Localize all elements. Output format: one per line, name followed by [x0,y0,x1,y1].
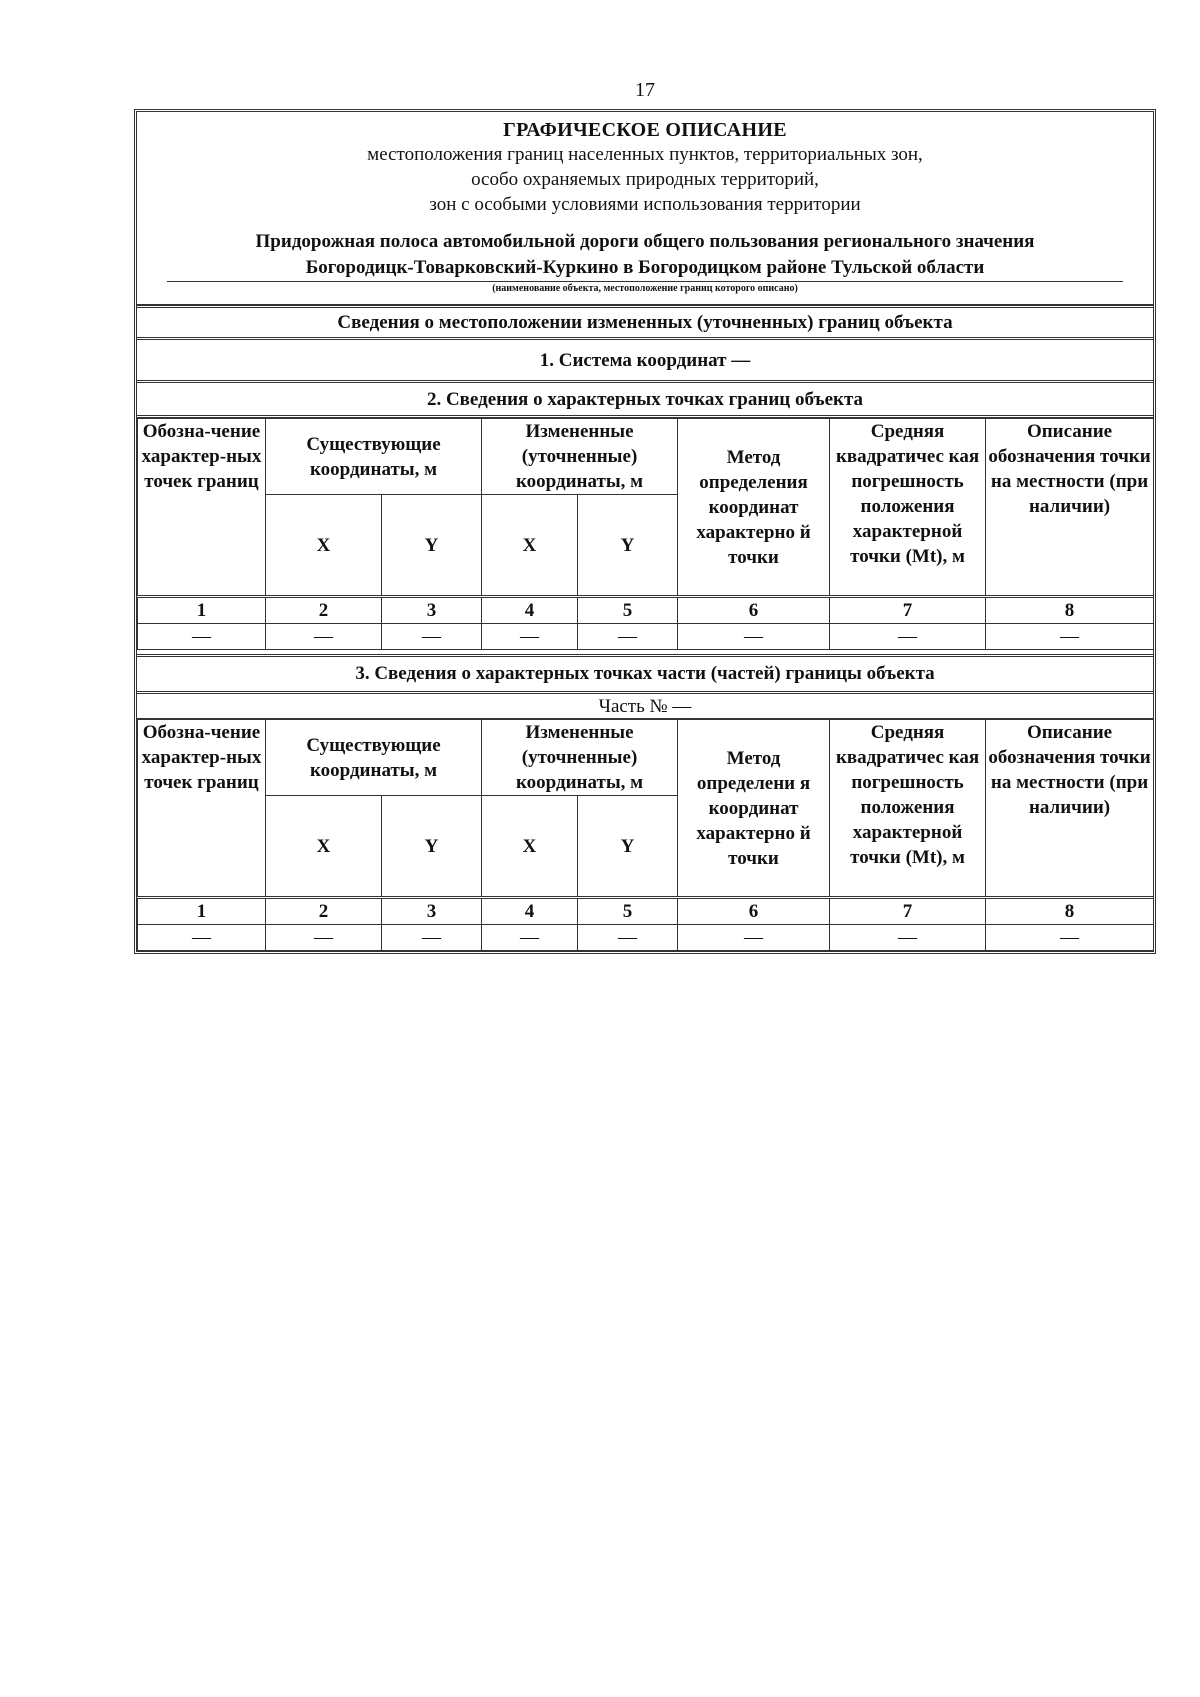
table-cell: — [986,925,1154,951]
table-cell: — [266,624,382,650]
column-number: 1 [138,597,266,624]
column-number: 1 [138,898,266,925]
col-description-header: Описание обозначения точки на местности (при наличии) [986,720,1154,898]
col-x-changed: X [482,495,578,597]
column-number: 8 [986,898,1154,925]
table-cell: — [382,925,482,951]
column-number: 4 [482,597,578,624]
table-cell: — [382,624,482,650]
table-cell: — [578,925,678,951]
column-number: 2 [266,898,382,925]
column-numbers-row [138,898,1154,925]
table-cell: — [482,624,578,650]
section-title: Сведения о местоположении измененных (уточненных) границ объекта [137,305,1153,340]
table-cell: — [678,624,830,650]
column-number: 3 [382,898,482,925]
column-number: 5 [578,898,678,925]
table-row [138,925,1154,951]
column-number: 5 [578,597,678,624]
column-number: 6 [678,597,830,624]
col-designation-header: Обозна-чение характер-ных точек границ [138,419,266,597]
col-error-header: Средняя квадратичес кая погрешность положения характерной точки (Mt), м [830,720,986,898]
table-cell: — [678,925,830,951]
col-method-header: Метод определени я координат характерно й точки [678,720,830,898]
document-header [137,112,1153,305]
subtitle-line: особо охраняемых природных территорий, [471,169,819,190]
column-number: 7 [830,597,986,624]
table-row [138,624,1154,650]
table-cell: — [482,925,578,951]
column-number: 7 [830,898,986,925]
column-number: 2 [266,597,382,624]
col-error-header: Средняя квадратичес кая погрешность положения характерной точки (Mt), м [830,419,986,597]
object-caption: (наименование объекта, местоположение границ которого описано) [492,283,798,294]
col-description-header: Описание обозначения точки на местности (при наличии) [986,419,1154,597]
col-x-existing: X [266,495,382,597]
table-cell: — [578,624,678,650]
table-cell: — [830,925,986,951]
page-number: 17 [635,79,655,101]
column-number: 6 [678,898,830,925]
document-title: ГРАФИЧЕСКОЕ ОПИСАНИЕ [503,119,787,141]
points-title: 2. Сведения о характерных точках границ объекта [137,383,1153,418]
coord-system: 1. Система координат — [137,340,1153,383]
col-designation-header: Обозна-чение характер-ных точек границ [138,720,266,898]
object-name-line: Богородицк-Товарковский-Куркино в Богородицком районе Тульской области [305,257,985,278]
column-number: 3 [382,597,482,624]
points-table [137,418,1154,650]
subtitle-line: местоположения границ населенных пунктов, территориальных зон, [367,144,923,165]
col-y-existing: Y [382,495,482,597]
table-cell: — [138,624,266,650]
subtitle-line: зон с особыми условиями использования территории [429,194,861,215]
col-x-existing: X [266,796,382,898]
parts-title: 3. Сведения о характерных точках части (частей) границы объекта [137,654,1153,694]
table-cell: — [266,925,382,951]
table-cell: — [986,624,1154,650]
part-label: Часть № — [137,694,1153,719]
col-method-header: Метод определения координат характерно й точки [678,419,830,597]
col-x-changed: X [482,796,578,898]
col-y-changed: Y [578,796,678,898]
column-number: 4 [482,898,578,925]
col-y-changed: Y [578,495,678,597]
column-numbers-row [138,597,1154,624]
col-changed-header: Измененные (уточненные) координаты, м [482,419,678,495]
object-name-line: Придорожная полоса автомобильной дороги общего пользования регионального значения [255,231,1035,252]
col-changed-header: Измененные (уточненные) координаты, м [482,720,678,796]
column-number: 8 [986,597,1154,624]
col-existing-header: Существующие координаты, м [266,419,482,495]
col-y-existing: Y [382,796,482,898]
object-name [147,229,1143,281]
table-cell: — [830,624,986,650]
col-existing-header: Существующие координаты, м [266,720,482,796]
document-frame [134,109,1156,954]
table-cell: — [138,925,266,951]
parts-table [137,719,1154,951]
